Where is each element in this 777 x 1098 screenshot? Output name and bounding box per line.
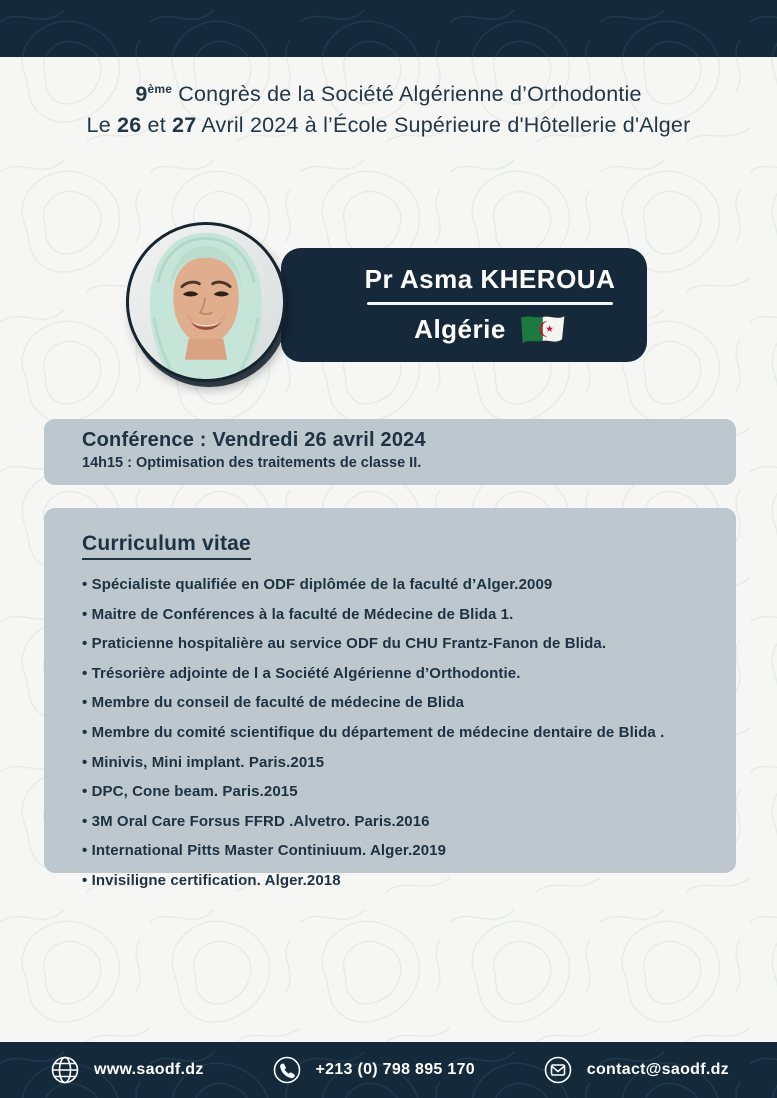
- cv-list: [82, 576, 712, 889]
- cv-item: • Spécialiste qualifiée en ODF diplômée de la faculté d’Alger.2009: [82, 576, 712, 593]
- portrait-woman-hijab-icon: [129, 225, 283, 379]
- email-link[interactable]: [541, 1053, 729, 1087]
- cv-item: • International Pitts Master Continiuum. Alger.2019: [82, 842, 712, 859]
- phone-icon: [270, 1053, 304, 1087]
- cv-item: • 3M Oral Care Forsus FFRD .Alvetro. Paris.2016: [82, 813, 712, 830]
- website-label: www.saodf.dz: [94, 1061, 204, 1078]
- cv-item: • Membre du comité scientifique du département de médecine dentaire de Blida .: [82, 724, 712, 741]
- cv-item: • Membre du conseil de faculté de médecine de Blida: [82, 694, 712, 711]
- speaker-photo: [126, 222, 286, 382]
- phone-label: +213 (0) 798 895 170: [315, 1061, 475, 1078]
- website-link[interactable]: [48, 1053, 204, 1087]
- cv-heading: Curriculum vitae: [82, 532, 251, 560]
- header-band: [0, 0, 777, 57]
- globe-icon: [48, 1053, 82, 1087]
- footer-band: [0, 1042, 777, 1098]
- congress-title: [0, 74, 777, 141]
- speaker-name: Pr Asma KHEROUA: [364, 264, 616, 294]
- speaker-country: Algérie: [414, 313, 506, 344]
- envelope-icon: [541, 1053, 575, 1087]
- conference-card: [44, 419, 736, 485]
- conference-title: Conférence : Vendredi 26 avril 2024: [82, 429, 426, 451]
- cv-item: • Invisiligne certification. Alger.2018: [82, 872, 712, 889]
- cv-item: • Maitre de Conférences à la faculté de Médecine de Blida 1.: [82, 606, 712, 623]
- speaker-banner: [281, 248, 647, 362]
- phone-link[interactable]: [270, 1053, 475, 1087]
- cv-item: • Minivis, Mini implant. Paris.2015: [82, 754, 712, 771]
- email-label: contact@saodf.dz: [586, 1061, 729, 1078]
- cv-item: • Trésorière adjointe de l a Société Algérienne d’Orthodontie.: [82, 665, 712, 682]
- algeria-flag-icon: [518, 312, 566, 346]
- cv-item: • DPC, Cone beam. Paris.2015: [82, 783, 712, 800]
- title-line-2: Le 26 et 27 Avril 2024 à l’École Supérieure d'Hôtellerie d'Alger: [86, 113, 691, 138]
- cv-card: [44, 508, 736, 889]
- title-line-1: 9ème Congrès de la Société Algérienne d’Orthodontie: [135, 82, 642, 107]
- conference-detail: 14h15 : Optimisation des traitements de classe II.: [82, 455, 422, 471]
- banner-divider: [367, 302, 613, 305]
- cv-item: • Praticienne hospitalière au service ODF du CHU Frantz-Fanon de Blida.: [82, 635, 712, 652]
